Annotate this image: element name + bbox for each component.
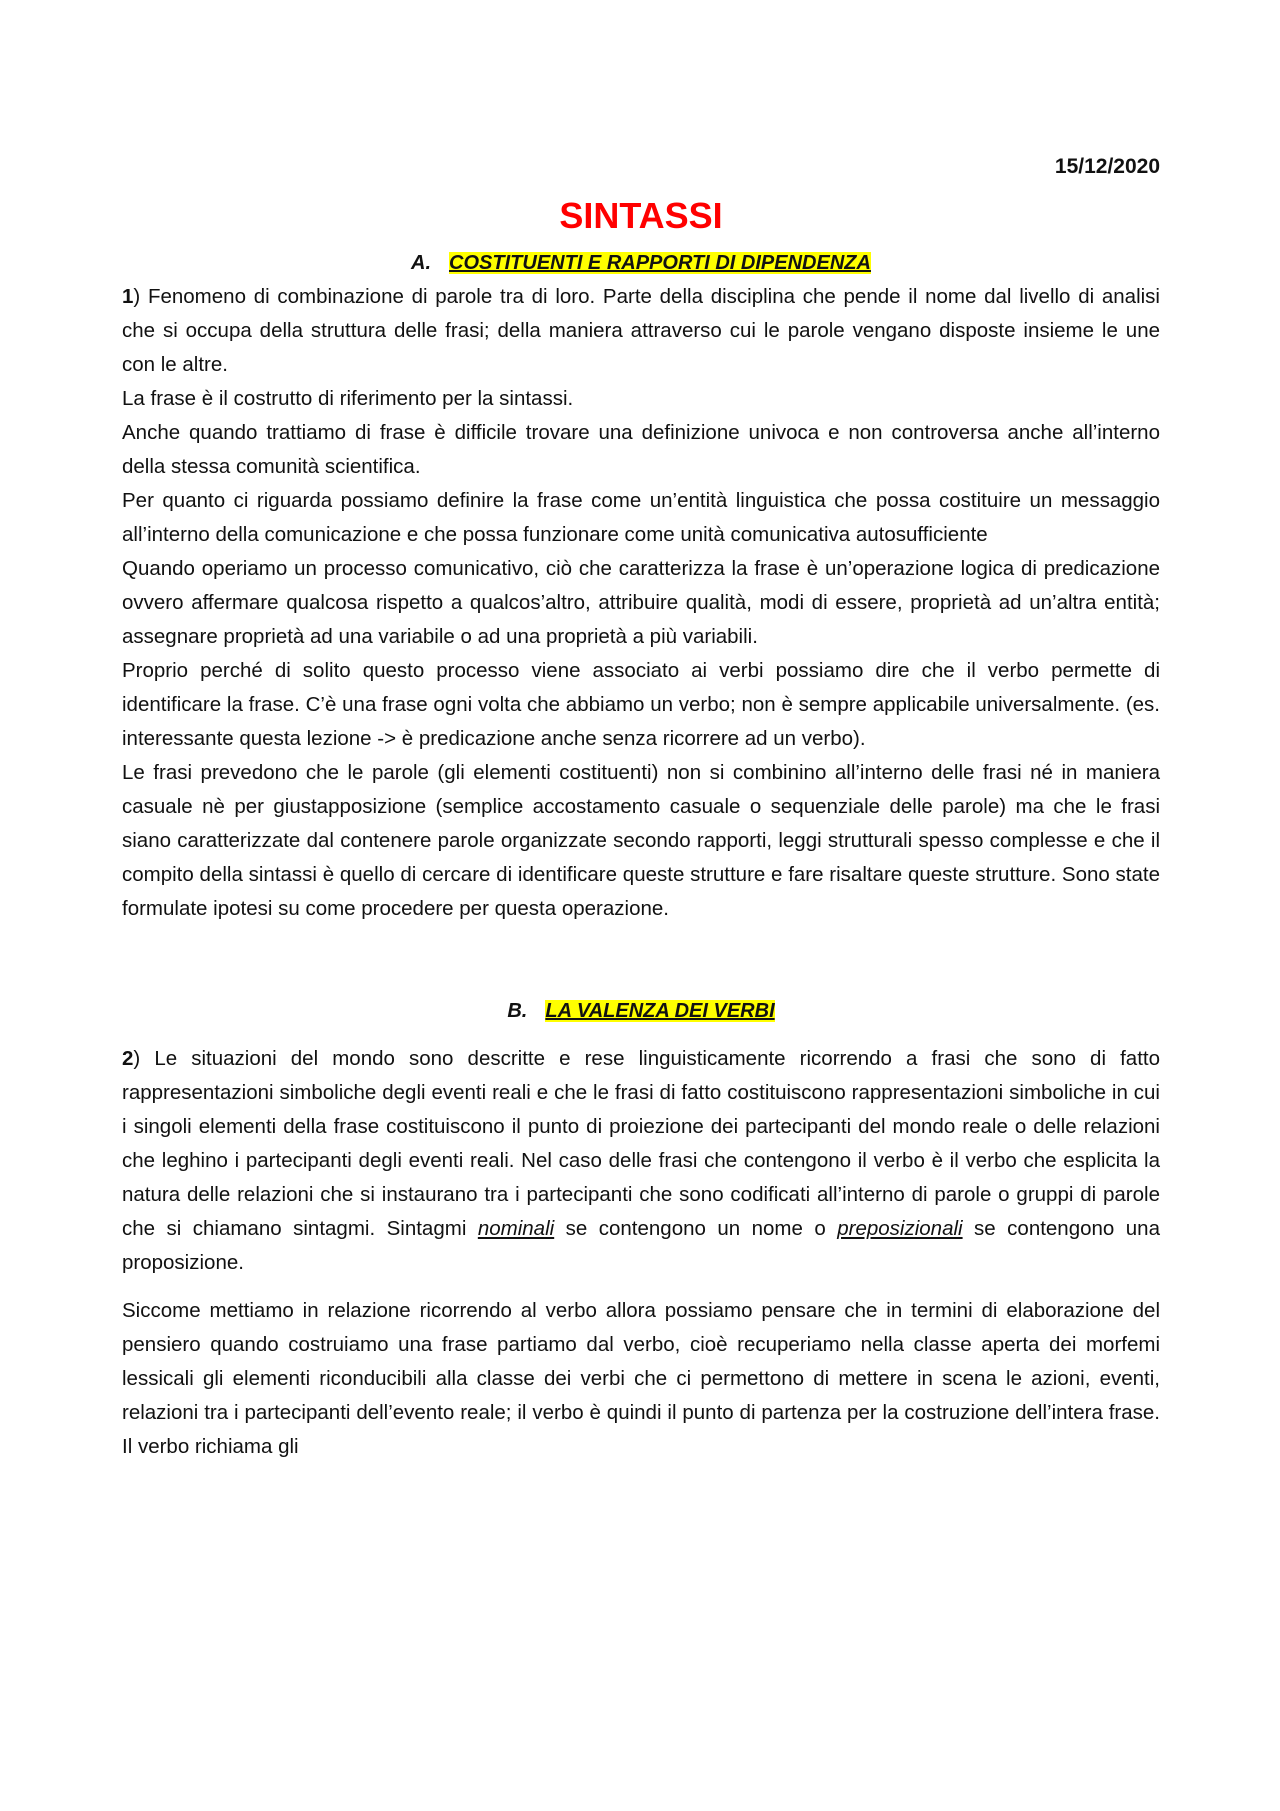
section-a-paragraph-7: Le frasi prevedono che le parole (gli elementi costituenti) non si combinino all’interno delle frasi né in maniera casuale nè per giustapposizione (semplice accostamento casuale o sequenziale delle parole) ma che le frasi siano caratterizzate dal contenere parole organizzate secondo rapporti, leggi strutturali spesso complesse e che il compito della sintassi è quello di cercare di identificare queste strutture e fare risaltare queste strutture. Sono state formulate ipotesi su come procedere per questa operazione. [122,761,1160,920]
term-preposizionali: preposizionali [837,1217,963,1240]
section-b-letter: B. [507,1000,528,1022]
spacer [122,926,1160,994]
section-b-title: LA VALENZA DEI VERBI [545,1000,775,1022]
section-b-paragraph-1-text-b: se contengono un nome o [554,1217,838,1240]
section-b-paragraph-2: Siccome mettiamo in relazione ricorrendo al verbo allora possiamo pensare che in termini di elaborazione del pensiero quando costruiamo una frase partiamo dal verbo, cioè recuperiamo nella classe aperta dei morfemi lessicali gli elementi riconducibili alla classe dei verbi che ci permettono di mettere in scena le azioni, eventi, relazioni tra i partecipanti dell’evento reale; il verbo è quindi il punto di partenza per la costruzione dell’intera frase. Il verbo richiama gli [122,1299,1160,1458]
section-b-paragraph-1 [122,1042,1160,1280]
section-a-paragraph-5: Quando operiamo un processo comunicativo, ciò che caratterizza la frase è un’operazione logica di predicazione ovvero affermare qualcosa rispetto a qualcos’altro, attribuire qualità, modi di essere, proprietà ad un’altra entità; assegnare proprietà ad una variabile o ad una proprietà a più variabili. [122,557,1160,648]
section-a-paragraph-6: Proprio perché di solito questo processo viene associato ai verbi possiamo dire che il verbo permette di identificare la frase. C’è una frase ogni volta che abbiamo un verbo; non è sempre applicabile universalmente. (es. interessante questa lezione -> è predicazione anche senza ricorrere ad un verbo). [122,659,1160,750]
document-title: SINTASSI [559,195,723,236]
section-b-paragraph-1-text-a: ) Le situazioni del mondo sono descritte e rese linguisticamente ricorrendo a frasi che sono di fatto rappresentazioni simboliche degli eventi reali e che le frasi di fatto costituiscono rappresentazioni simboliche in cui i singoli elementi della frase costituiscono il punto di proiezione dei partecipanti del mondo reale o delle relazioni che leghino i partecipanti degli eventi reali. Nel caso delle frasi che contengono il verbo è il verbo che esplicita la natura delle relazioni che si instaurano tra i partecipanti che sono codificati all’interno di parole o gruppi di parole che si chiamano sintagmi. Sintagmi [122,1047,1160,1240]
section-b-paragraph-1-text-c: se contengono una proposizione. [122,1217,1160,1274]
section-a-paragraph-3: Anche quando trattiamo di frase è difficile trovare una definizione univoca e non controversa anche all’interno della stessa comunità scientifica. [122,421,1160,478]
section-b-heading [122,994,1160,1028]
section-a-paragraph-4: Per quanto ci riguarda possiamo definire la frase come un’entità linguistica che possa costituire un messaggio all’interno della comunicazione e che possa funzionare come unità comunicativa autosufficiente [122,489,1160,546]
term-nominali: nominali [477,1217,555,1240]
section-a-paragraph-1-text: ) Fenomeno di combinazione di parole tra di loro. Parte della disciplina che pende il nome dal livello di analisi che si occupa della struttura delle frasi; della maniera attraverso cui le parole vengano disposte insieme le une con le altre. [122,285,1160,376]
point-number-1: 1 [122,285,134,308]
document-date: 15/12/2020 [1054,155,1160,178]
section-a-heading [122,246,1160,280]
spacer [122,1280,1160,1294]
spacer [122,1028,1160,1042]
section-a-paragraph-2: La frase è il costrutto di riferimento per la sintassi. [122,387,574,410]
section-a-title: COSTITUENTI E RAPPORTI DI DIPENDENZA [449,252,871,274]
document-page [122,150,1160,1464]
section-a-paragraph-1 [122,280,1160,382]
point-number-2: 2 [122,1047,134,1070]
section-a-letter: A. [411,252,432,274]
